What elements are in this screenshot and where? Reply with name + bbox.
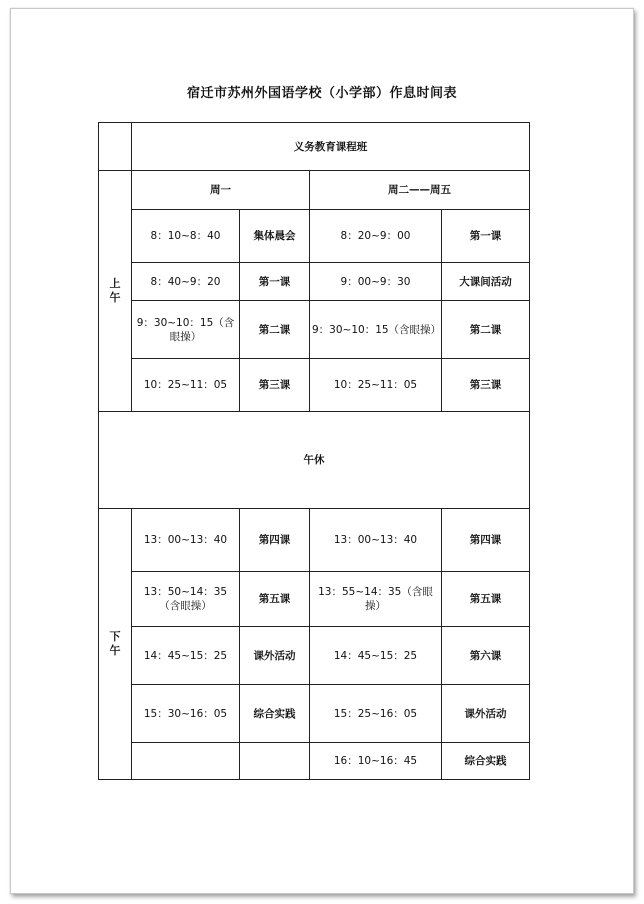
mon-item-cell: 第三课	[240, 359, 310, 412]
mon-item-cell: 课外活动	[240, 627, 310, 685]
tf-item-cell: 大课间活动	[442, 263, 530, 301]
mon-time-cell	[132, 743, 240, 780]
tf-time-cell: 10：25~11：05	[310, 359, 442, 412]
table-row	[99, 685, 530, 743]
period-afternoon-line2: 午	[109, 644, 121, 657]
period-morning	[99, 171, 132, 412]
mon-item-cell: 第一课	[240, 263, 310, 301]
tf-item-cell: 综合实践	[442, 743, 530, 780]
period-morning-line2: 午	[109, 291, 121, 304]
mon-time-cell: 13：00~13：40	[132, 509, 240, 572]
mon-time-cell: 13：50~14：35（含眼操）	[132, 572, 240, 627]
mon-time-cell: 15：30~16：05	[132, 685, 240, 743]
period-afternoon	[99, 509, 132, 780]
tf-item-cell: 第四课	[442, 509, 530, 572]
tf-time-cell: 15：25~16：05	[310, 685, 442, 743]
table-row	[99, 359, 530, 412]
noon-break: 午休	[99, 412, 530, 509]
mon-time-cell: 14：45~15：25	[132, 627, 240, 685]
mon-item-cell: 集体晨会	[240, 210, 310, 263]
mon-time-cell: 8：10~8：40	[132, 210, 240, 263]
tf-time-cell: 13：00~13：40	[310, 509, 442, 572]
tf-item-cell: 第一课	[442, 210, 530, 263]
tf-item-cell: 第三课	[442, 359, 530, 412]
table-row	[99, 627, 530, 685]
corner-cell	[99, 123, 132, 171]
mon-item-cell	[240, 743, 310, 780]
tf-item-cell: 课外活动	[442, 685, 530, 743]
table-row	[99, 743, 530, 780]
mon-item-cell: 第四课	[240, 509, 310, 572]
mon-time-cell: 8：40~9：20	[132, 263, 240, 301]
tf-time-cell: 9：00~9：30	[310, 263, 442, 301]
table-row	[99, 210, 530, 263]
tf-item-cell: 第六课	[442, 627, 530, 685]
table-row	[99, 301, 530, 359]
table-row	[99, 263, 530, 301]
mon-item-cell: 综合实践	[240, 685, 310, 743]
day-header-monday: 周一	[132, 171, 310, 210]
tf-time-cell: 14：45~15：25	[310, 627, 442, 685]
program-header: 义务教育课程班	[132, 123, 530, 171]
tf-time-cell: 8：20~9：00	[310, 210, 442, 263]
mon-time-cell: 9：30~10：15（含眼操）	[132, 301, 240, 359]
page-title: 宿迁市苏州外国语学校（小学部）作息时间表	[186, 86, 457, 101]
tf-time-cell: 13：55~14：35（含眼操）	[310, 572, 442, 627]
table-row	[99, 572, 530, 627]
day-header-tue-fri: 周二——周五	[310, 171, 530, 210]
mon-item-cell: 第五课	[240, 572, 310, 627]
table-row	[99, 509, 530, 572]
period-afternoon-line1: 下	[109, 630, 121, 643]
tf-item-cell: 第二课	[442, 301, 530, 359]
tf-time-cell: 16：10~16：45	[310, 743, 442, 780]
tf-item-cell: 第五课	[442, 572, 530, 627]
tf-time-cell: 9：30~10：15（含眼操）	[310, 301, 442, 359]
schedule-table	[98, 122, 530, 780]
mon-time-cell: 10：25~11：05	[132, 359, 240, 412]
period-morning-line1: 上	[109, 277, 121, 290]
mon-item-cell: 第二课	[240, 301, 310, 359]
